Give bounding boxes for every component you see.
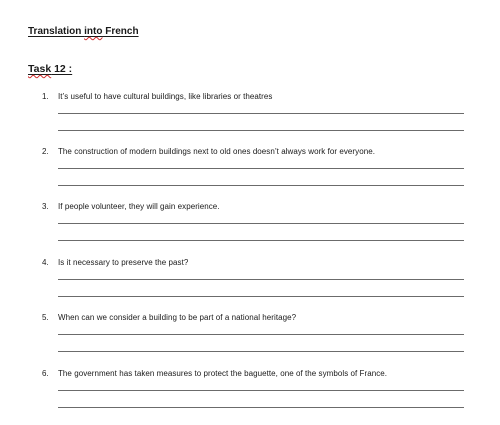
task-heading-word: Task — [28, 63, 52, 75]
question-item — [0, 202, 500, 252]
question-text: When can we consider a building to be part of a national heritage? — [58, 313, 297, 322]
question-number: 1. — [42, 92, 49, 101]
question-item — [0, 313, 500, 363]
answer-line[interactable] — [58, 168, 464, 169]
answer-line[interactable] — [58, 407, 464, 408]
question-number: 2. — [42, 147, 49, 156]
question-text: Is it necessary to preserve the past? — [58, 258, 189, 267]
title-part-misspelled: into — [84, 26, 103, 37]
answer-line[interactable] — [58, 130, 464, 131]
question-item — [0, 147, 500, 197]
answer-line[interactable] — [58, 113, 464, 114]
question-number: 3. — [42, 202, 49, 211]
answer-line[interactable] — [58, 223, 464, 224]
title-part: French — [102, 26, 139, 37]
answer-line[interactable] — [58, 240, 464, 241]
question-text: If people volunteer, they will gain experience. — [58, 202, 220, 211]
answer-line[interactable] — [58, 334, 464, 335]
question-number: 6. — [42, 369, 49, 378]
question-text: The government has taken measures to protect the baguette, one of the symbols of France. — [58, 369, 388, 378]
task-heading-number: 12 : — [51, 63, 73, 75]
question-number: 4. — [42, 258, 49, 267]
question-item — [0, 258, 500, 308]
question-text: It’s useful to have cultural buildings, like libraries or theatres — [58, 92, 273, 101]
answer-line[interactable] — [58, 351, 464, 352]
question-text: The construction of modern buildings next to old ones doesn’t always work for everyone. — [58, 147, 375, 156]
answer-line[interactable] — [58, 279, 464, 280]
question-number: 5. — [42, 313, 49, 322]
question-item — [0, 369, 500, 419]
answer-line[interactable] — [58, 390, 464, 391]
answer-line[interactable] — [58, 185, 464, 186]
title-part: Translation — [28, 26, 85, 37]
question-item — [0, 92, 500, 142]
answer-line[interactable] — [58, 296, 464, 297]
